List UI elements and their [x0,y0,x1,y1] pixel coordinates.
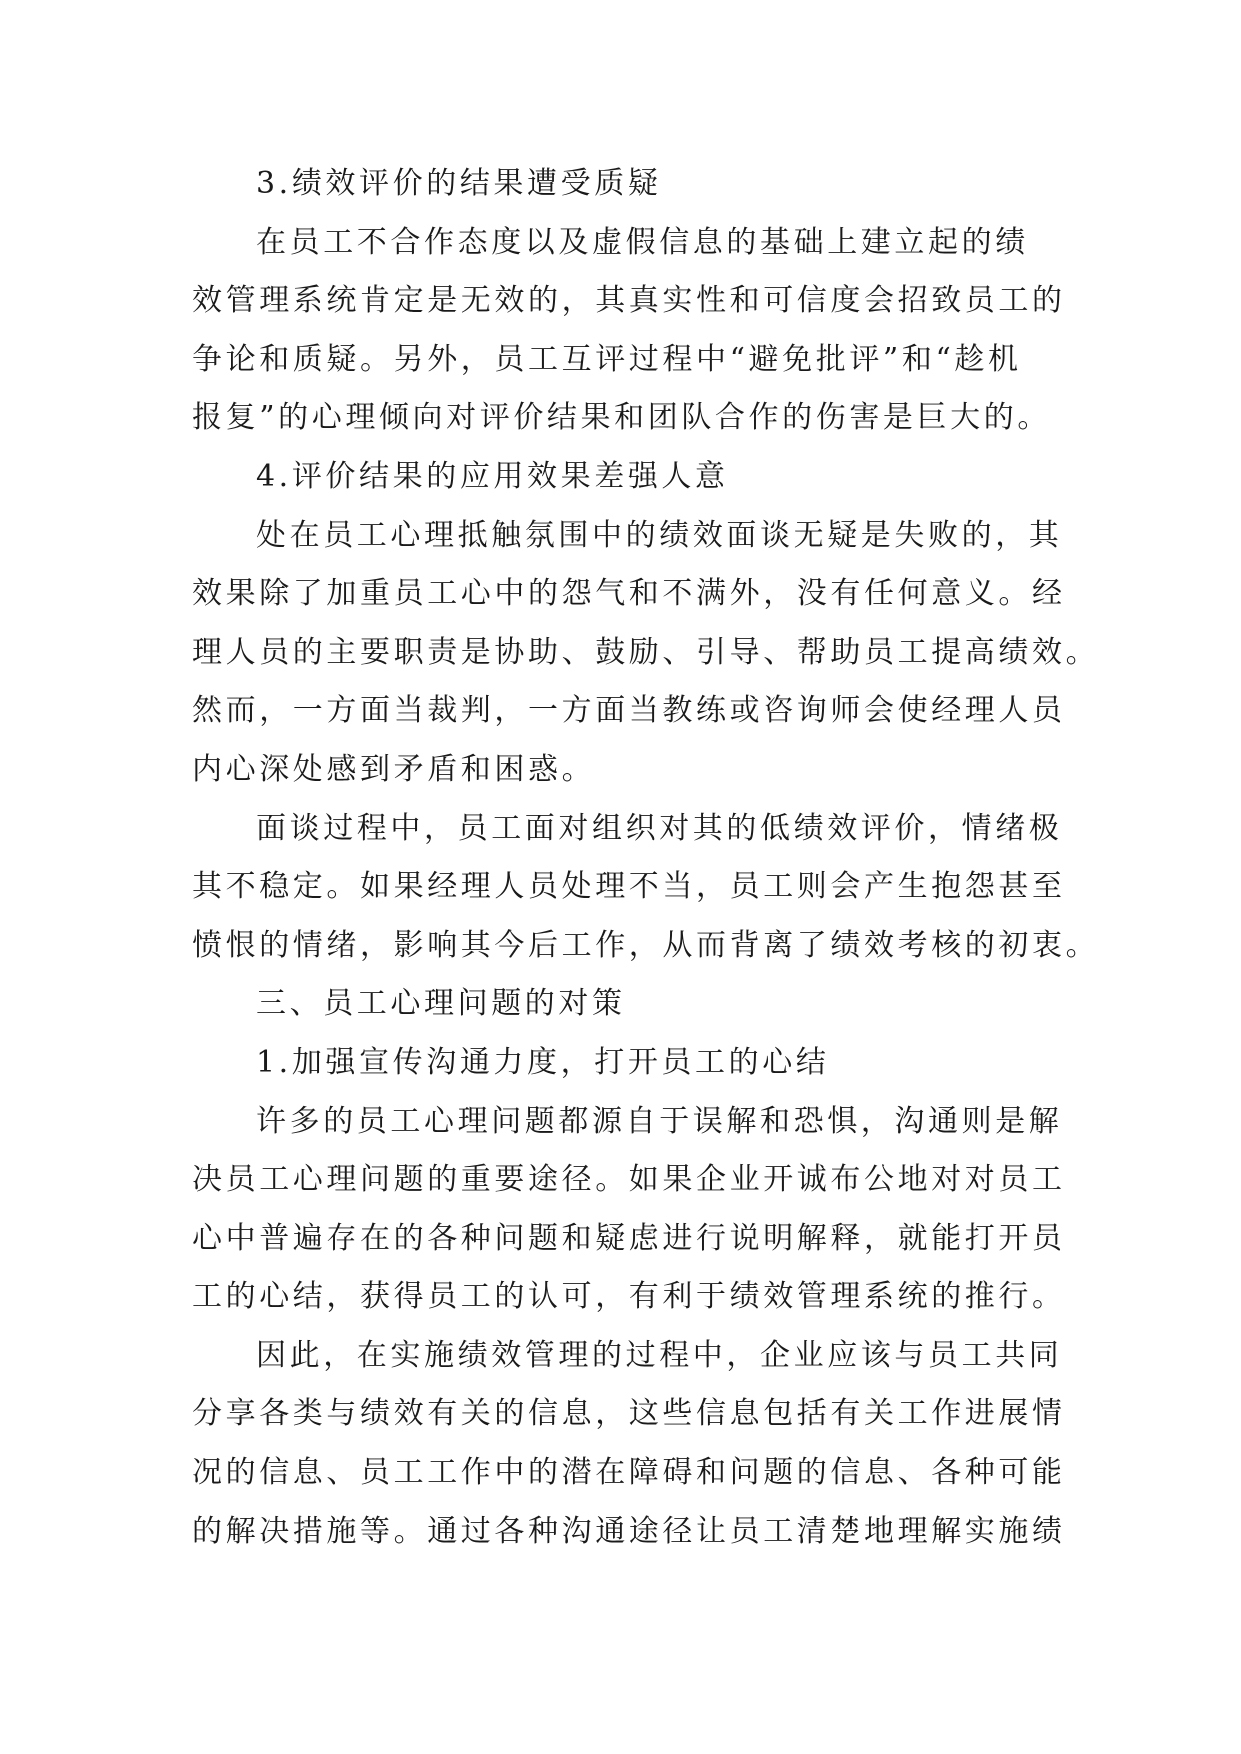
paragraph-line: 争论和质疑。另外，员工互评过程中“避免批评”和“趁机 [192,341,1022,377]
paragraph-line: 工的心结，获得员工的认可，有利于绩效管理系统的推行。 [192,1279,1066,1315]
paragraph-line: 效果除了加重员工心中的怨气和不满外，没有任何意义。经 [192,576,1066,612]
paragraph [192,1327,1066,1561]
paragraph-line: 况的信息、员工工作中的潜在障碍和问题的信息、各种可能 [192,1455,1066,1491]
section-heading-three: 三、员工心理问题的对策 [256,986,626,1022]
paragraph-line: 面谈过程中，员工面对组织对其的低绩效评价，情绪极 [256,810,1063,846]
paragraph-line: 报复”的心理倾向对评价结果和团队合作的伤害是巨大的。 [192,400,1051,436]
paragraph-line: 处在员工心理抵触氛围中的绩效面谈无疑是失败的，其 [256,517,1063,553]
paragraph [192,1093,1066,1327]
document-body [192,155,1100,1561]
paragraph-line: 理人员的主要职责是协助、鼓励、引导、帮助员工提高绩效。 [192,634,1100,670]
paragraph-line: 其不稳定。如果经理人员处理不当，员工则会产生抱怨甚至 [192,869,1066,905]
paragraph-line: 内心深处感到矛盾和困惑。 [192,751,596,787]
paragraph [192,214,1066,448]
section-heading-3: 3.绩效评价的结果遭受质疑 [256,166,662,201]
paragraph-line: 因此，在实施绩效管理的过程中，企业应该与员工共同 [256,1337,1063,1373]
section-heading-4: 4.评价结果的应用效果差强人意 [256,458,729,494]
paragraph-line: 许多的员工心理问题都源自于误解和恐惧，沟通则是解 [256,1103,1063,1139]
paragraph-line: 愤恨的情绪，影响其今后工作，从而背离了绩效考核的初衷。 [192,927,1100,963]
paragraph-line: 在员工不合作态度以及虚假信息的基础上建立起的绩 [256,224,1029,260]
paragraph-line: 心中普遍存在的各种问题和疑虑进行说明解释，就能打开员 [192,1220,1066,1256]
paragraph-line: 的解决措施等。通过各种沟通途径让员工清楚地理解实施绩 [192,1513,1066,1549]
subsection-heading-1: 1.加强宣传沟通力度，打开员工的心结 [256,1044,830,1080]
paragraph-line: 然而，一方面当裁判，一方面当教练或咨询师会使经理人员 [192,693,1066,729]
paragraph-line: 决员工心理问题的重要途径。如果企业开诚布公地对对员工 [192,1162,1066,1198]
paragraph [192,800,1100,976]
paragraph [192,507,1100,800]
paragraph-line: 效管理系统肯定是无效的，其真实性和可信度会招致员工的 [192,283,1066,319]
paragraph-line: 分享各类与绩效有关的信息，这些信息包括有关工作进展情 [192,1396,1066,1432]
